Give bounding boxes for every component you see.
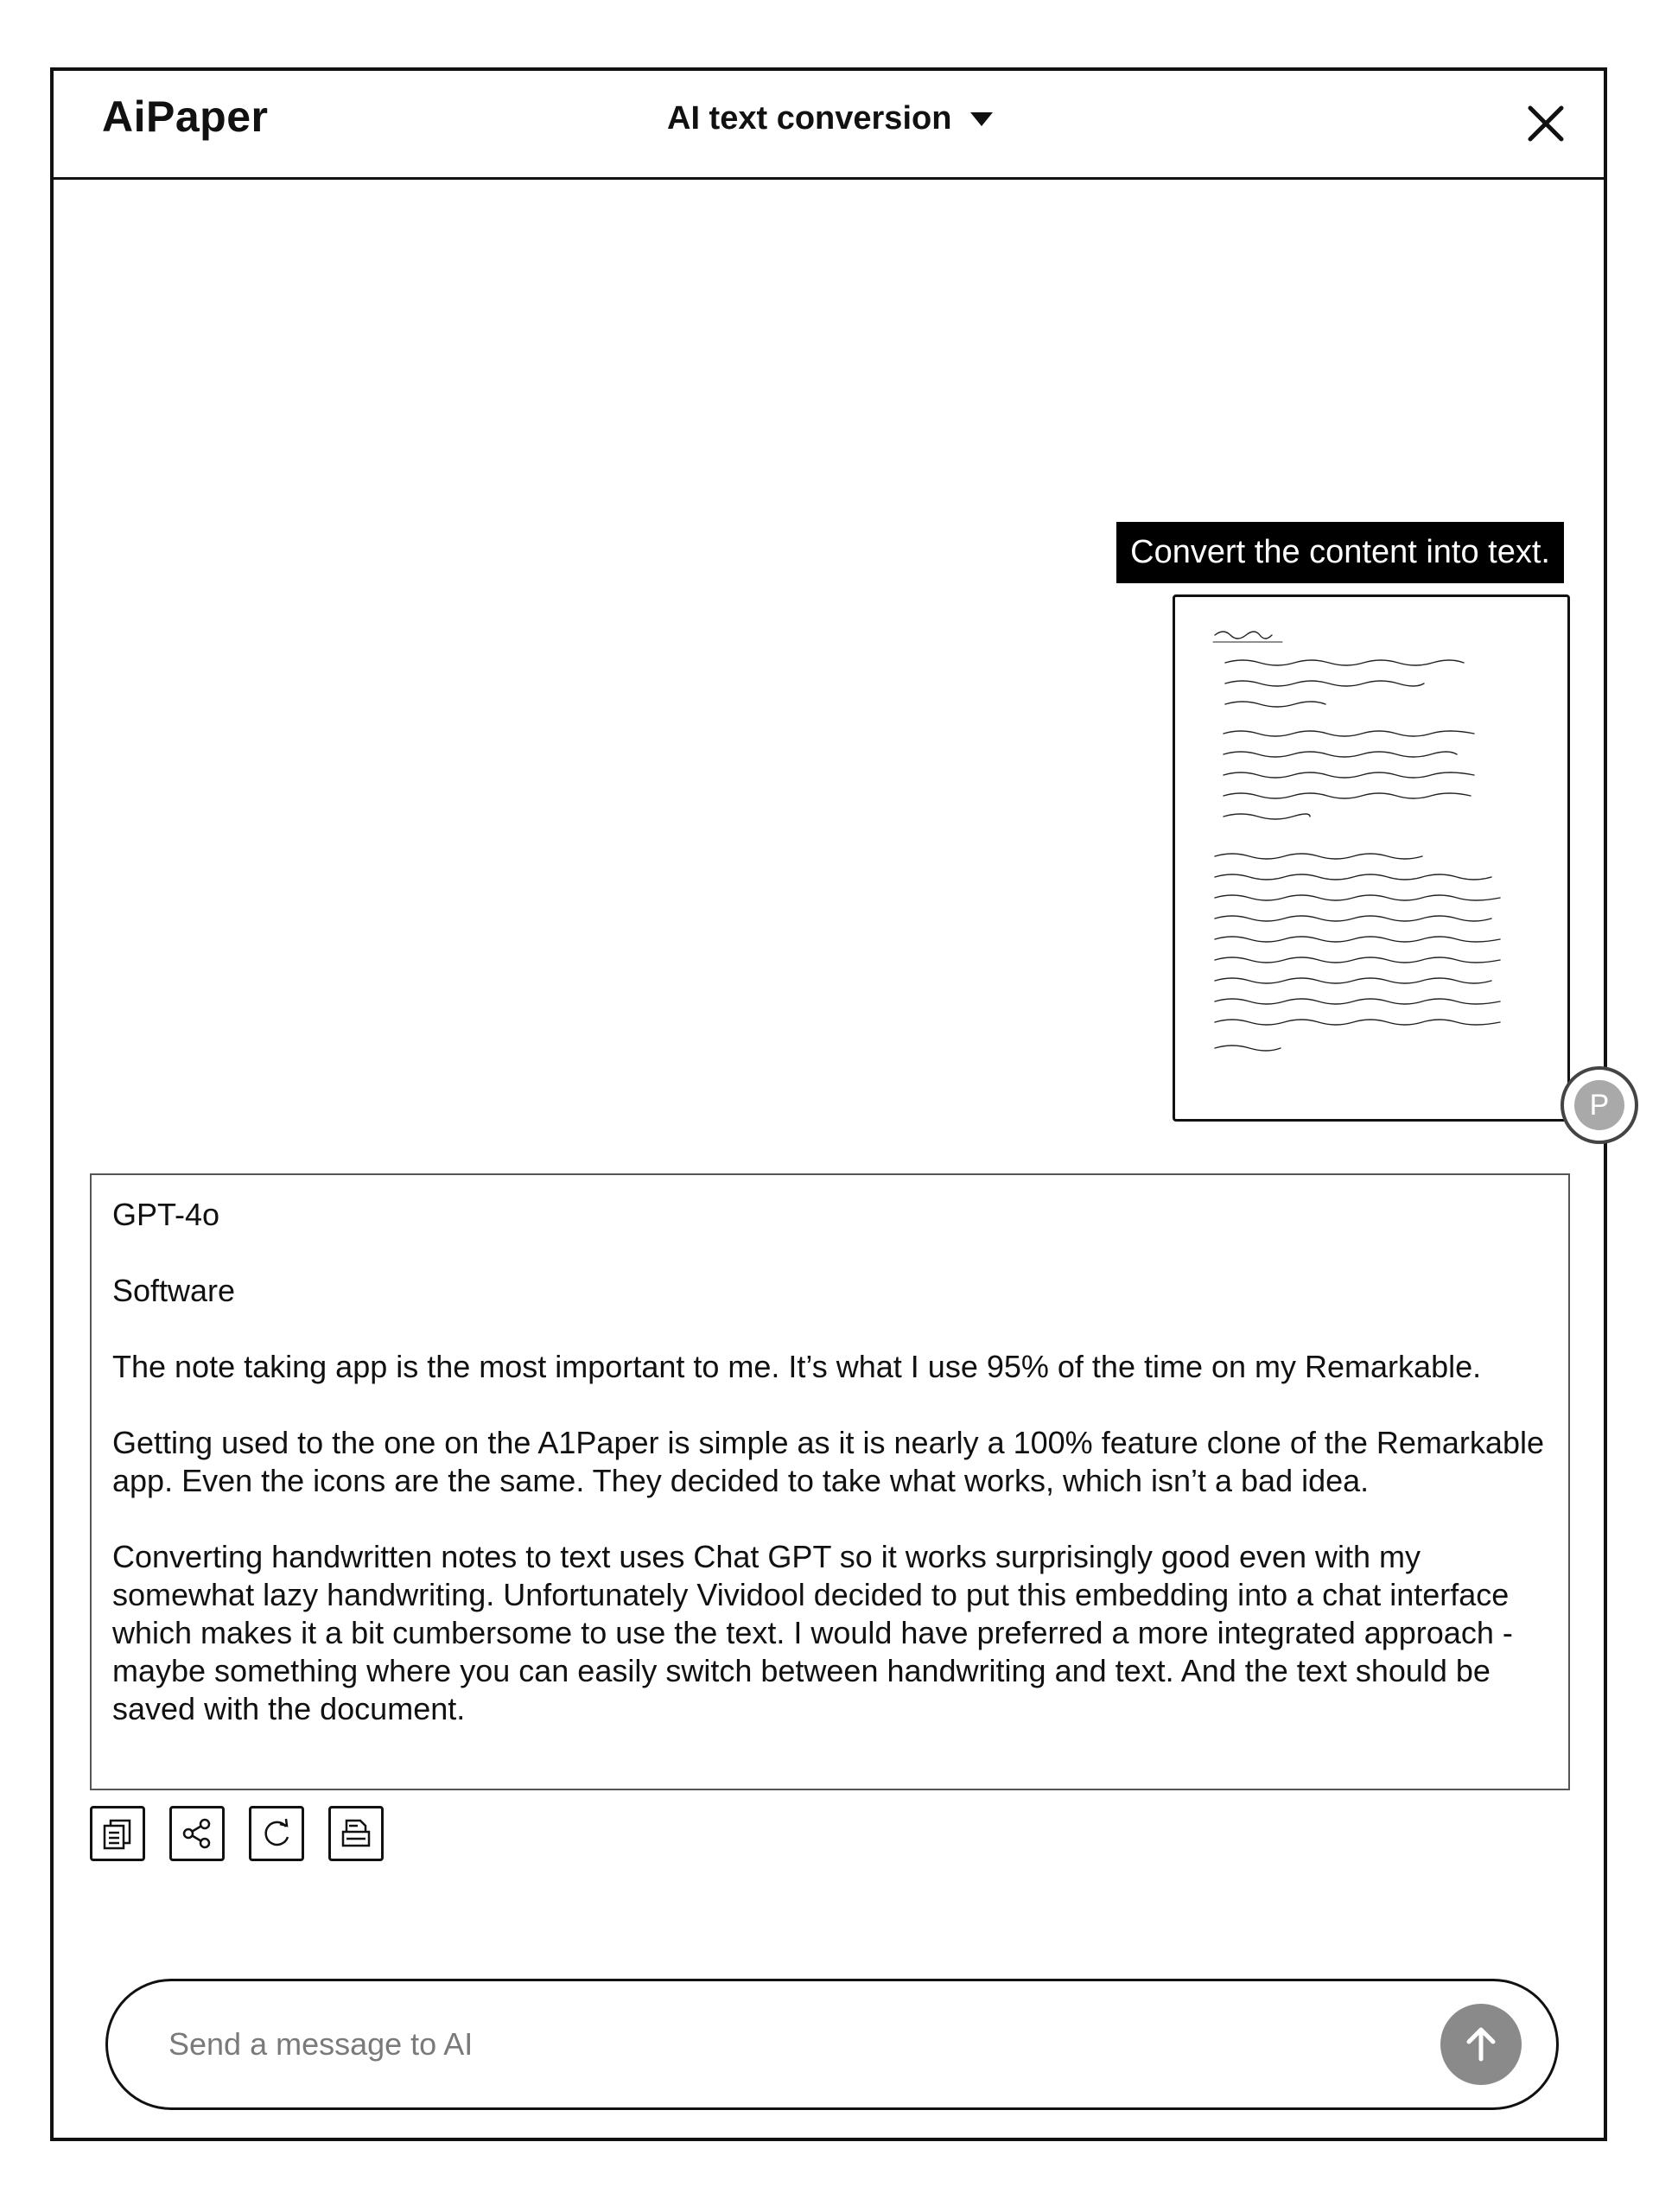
- app-logo: AiPaper: [102, 92, 269, 141]
- regenerate-button[interactable]: [249, 1806, 304, 1861]
- close-icon[interactable]: [1526, 104, 1566, 143]
- ai-response-panel: [90, 1173, 1570, 1790]
- response-paragraph: Software: [112, 1273, 236, 1308]
- arrow-up-icon: [1459, 2023, 1503, 2066]
- response-paragraph: Converting handwritten notes to text uses Chat GPT so it works surprisingly good even with my somewhat lazy handwriting. Unfortunately Vividool decided to put this embedding into a chat interface which makes it a bit cumbersome to use the text. I would have preferred a more integrated approach - maybe something where you can easily switch between handwriting and text. And the text should be saved with the document.: [112, 1539, 1513, 1726]
- copy-button[interactable]: [90, 1806, 145, 1861]
- model-name: GPT-4o: [112, 1197, 220, 1232]
- send-button[interactable]: [1440, 2004, 1522, 2085]
- avatar-letter: P: [1574, 1080, 1624, 1130]
- handwriting-image: [1175, 597, 1567, 1119]
- regenerate-icon: [259, 1816, 294, 1851]
- response-action-bar: [90, 1806, 384, 1861]
- app-window: [50, 67, 1610, 2141]
- chevron-down-icon: [970, 112, 993, 126]
- mode-dropdown-label: AI text conversion: [667, 100, 952, 137]
- response-paragraph: The note taking app is the most important to me. It’s what I use 95% of the time on my Remarkable.: [112, 1349, 1482, 1384]
- handwritten-note-thumbnail[interactable]: [1173, 594, 1570, 1122]
- top-bar: [54, 71, 1604, 180]
- mode-dropdown[interactable]: [667, 100, 993, 137]
- user-message: Convert the content into text.: [1116, 522, 1564, 583]
- share-button[interactable]: [169, 1806, 225, 1861]
- share-icon: [180, 1816, 214, 1851]
- message-composer[interactable]: [105, 1979, 1559, 2110]
- save-icon: [339, 1816, 373, 1851]
- message-input-placeholder[interactable]: Send a message to AI: [168, 2026, 474, 2062]
- avatar[interactable]: [1560, 1066, 1638, 1144]
- save-button[interactable]: [328, 1806, 384, 1861]
- copy-icon: [100, 1816, 135, 1851]
- response-paragraph: Getting used to the one on the A1Paper is simple as it is nearly a 100% feature clone of the Remarkable app. Even the icons are the same. They decided to take what works, which isn’t a bad idea.: [112, 1425, 1544, 1498]
